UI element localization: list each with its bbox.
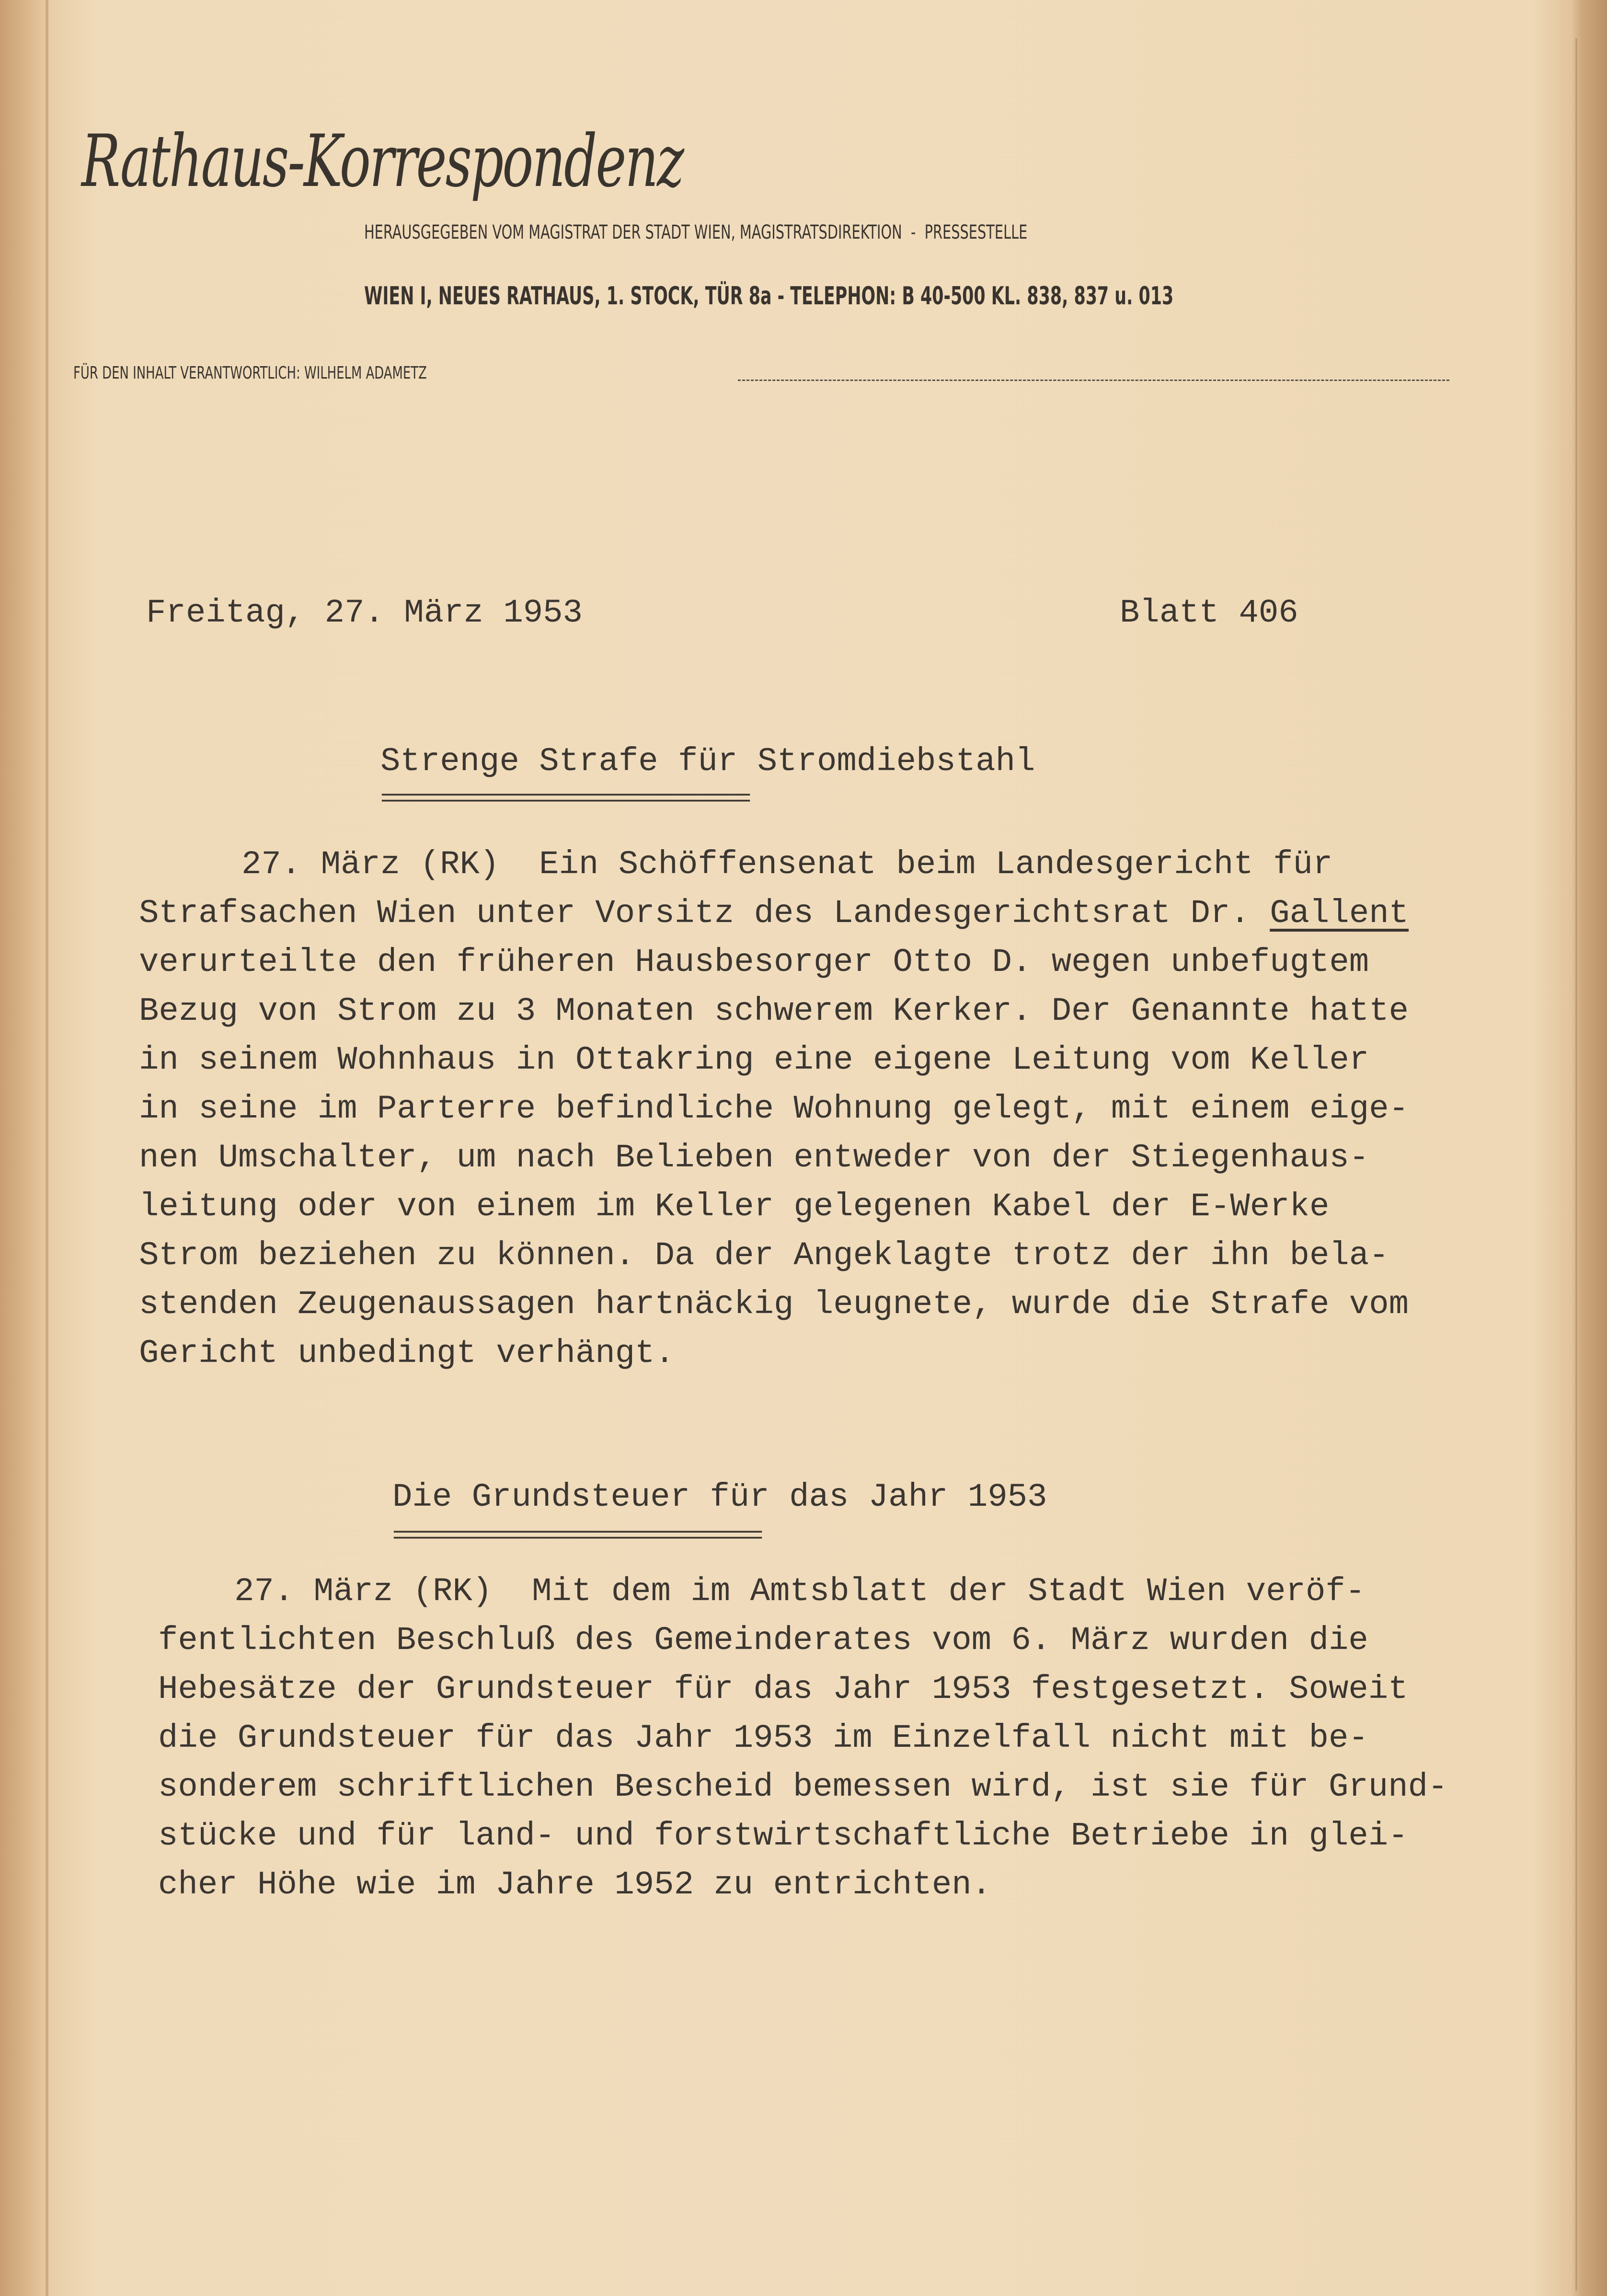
binding-edge bbox=[46, 0, 48, 2296]
text-line: leitung oder von einem im Keller gelegenen Kabel der E-Werke bbox=[139, 1188, 1330, 1225]
text-segment: Strafsachen Wien unter Vorsitz des Landesgerichtsrat Dr. bbox=[139, 895, 1270, 932]
text-line: stenden Zeugenaussagen hartnäckig leugnete, wurde die Strafe vom bbox=[139, 1286, 1409, 1323]
text-line: Hebesätze der Grundsteuer für das Jahr 1953 festgesetzt. Soweit bbox=[158, 1671, 1408, 1708]
text-line: cher Höhe wie im Jahre 1952 zu entrichten. bbox=[158, 1866, 992, 1904]
heading-underline: ================================ bbox=[392, 1523, 761, 1550]
article-heading: Strenge Strafe für Stromdiebstahl bbox=[380, 743, 1035, 780]
publisher-line: HERAUSGEGEBEN VOM MAGISTRAT DER STADT WIEN, MAGISTRATSDIREKTION - PRESSESTELLE bbox=[364, 221, 1028, 243]
text-line: nen Umschalter, um nach Belieben entweder von der Stiegenhaus- bbox=[139, 1139, 1369, 1177]
text-line: Strom beziehen zu können. Da der Angeklagte trotz der ihn bela- bbox=[139, 1237, 1389, 1274]
text-line: in seinem Wohnhaus in Ottakring eine eigene Leitung vom Keller bbox=[139, 1041, 1369, 1079]
underlined-name: Gallent bbox=[1270, 895, 1409, 932]
page-edge bbox=[1575, 38, 1577, 2291]
text-line bbox=[139, 895, 1409, 944]
heading-underline: ================================ bbox=[380, 786, 749, 813]
text-line: Bezug von Strom zu 3 Monaten schwerem Kerker. Der Genannte hatte bbox=[139, 992, 1409, 1030]
header-rule bbox=[738, 380, 1449, 381]
article-body bbox=[139, 846, 1409, 1384]
text-line: 27. März (RK) Ein Schöffensenat beim Landesgericht für bbox=[241, 846, 1333, 883]
masthead-logo: Rathaus-Korrespondenz bbox=[81, 120, 683, 203]
address-line: WIEN I, NEUES RATHAUS, 1. STOCK, TÜR 8a - TELEPHON: B 40-500 KL. 838, 837 u. 013 bbox=[364, 282, 1174, 311]
date-line: Freitag, 27. März 1953 bbox=[146, 594, 583, 632]
article-heading: Die Grundsteuer für das Jahr 1953 bbox=[392, 1478, 1047, 1516]
text-line: 27. März (RK) Mit dem im Amtsblatt der Stadt Wien veröf- bbox=[234, 1573, 1366, 1610]
text-line: Gericht unbedingt verhängt. bbox=[139, 1335, 675, 1372]
text-line: die Grundsteuer für das Jahr 1953 im Einzelfall nicht mit be- bbox=[158, 1719, 1368, 1757]
sheet-number: Blatt 406 bbox=[1120, 594, 1298, 632]
text-line: sonderem schriftlichen Bescheid bemessen wird, ist sie für Grund- bbox=[158, 1768, 1448, 1806]
text-line: verurteilte den früheren Hausbesorger Otto D. wegen unbefugtem bbox=[139, 944, 1369, 981]
article-body bbox=[158, 1573, 1447, 1915]
text-line: stücke und für land- und forstwirtschaftliche Betriebe in glei- bbox=[158, 1817, 1408, 1855]
text-line: fentlichten Beschluß des Gemeinderates vom 6. März wurden die bbox=[158, 1622, 1368, 1659]
text-line: in seine im Parterre befindliche Wohnung gelegt, mit einem eige- bbox=[139, 1090, 1409, 1128]
responsible-editor-line: FÜR DEN INHALT VERANTWORTLICH: WILHELM ADAMETZ bbox=[73, 363, 427, 383]
